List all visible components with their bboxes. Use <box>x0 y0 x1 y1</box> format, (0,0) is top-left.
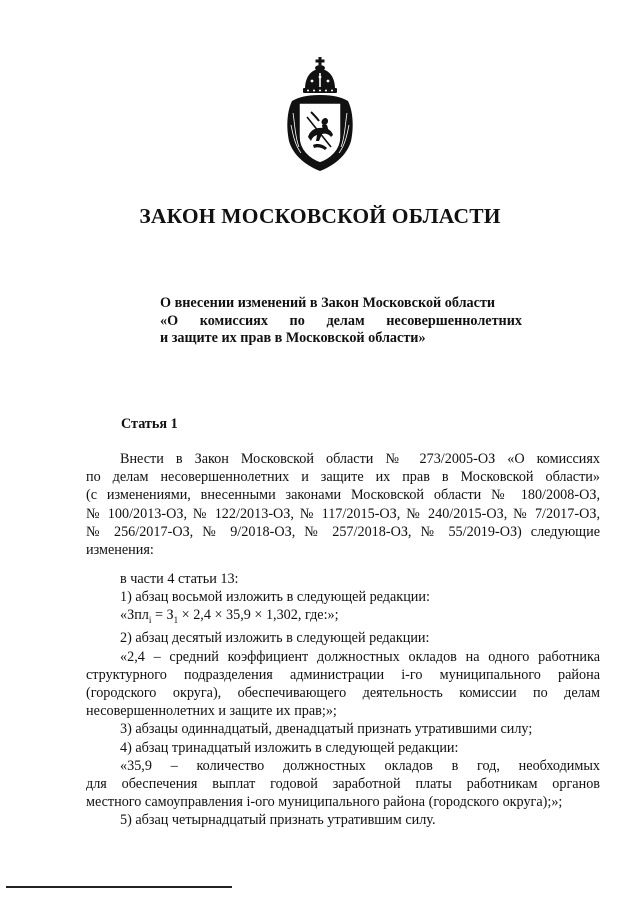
article-body <box>86 570 600 830</box>
formula-middle: = З <box>151 607 174 624</box>
law-subject <box>160 295 522 348</box>
moscow-oblast-coat-of-arms-icon <box>283 55 357 175</box>
formula-subscript: 1 <box>173 615 179 626</box>
subject-line: «О комиссиях по делам несовершеннолетних <box>160 312 522 329</box>
paragraph-line: изменения: <box>86 542 154 559</box>
body-line: 5) абзац четырнадцатый признать утратившим силу. <box>120 812 436 829</box>
paragraph-line: № 256/2017-ОЗ, № 9/2018-ОЗ, № 257/2018-ОЗ, № 55/2019-ОЗ) следующие <box>86 523 600 540</box>
paragraph-line: по делам несовершеннолетних и защите их прав в Московской области» <box>86 469 600 486</box>
body-line: 1) абзац восьмой изложить в следующей редакции: <box>120 589 430 606</box>
body-line: 4) абзац тринадцатый изложить в следующей редакции: <box>120 739 459 756</box>
body-line: «2,4 – средний коэффициент должностных окладов на одного работника <box>120 648 600 665</box>
body-line: местного самоуправления i-ого муниципального района (городского округа);»; <box>86 794 563 811</box>
body-line: несовершеннолетних и защите их прав;»; <box>86 703 337 720</box>
body-line: структурного подразделения администрации i-го муниципального района <box>86 666 600 683</box>
body-line: 2) абзац десятый изложить в следующей редакции: <box>120 630 430 647</box>
formula-subscript: i <box>148 615 152 626</box>
subject-line: О внесении изменений в Закон Московской области <box>160 295 496 311</box>
article-heading: Статья 1 <box>121 416 178 432</box>
formula-suffix: × 2,4 × 35,9 × 1,302, где:»; <box>178 607 339 624</box>
article-intro-paragraph <box>86 450 600 559</box>
formula-prefix: «Зпл <box>120 607 149 624</box>
law-title: ЗАКОН МОСКОВСКОЙ ОБЛАСТИ <box>139 204 501 228</box>
body-line: для обеспечения выплат годовой заработной платы работникам органов <box>86 776 600 793</box>
body-line: 3) абзацы одиннадцатый, двенадцатый признать утратившими силу; <box>120 721 533 738</box>
body-line: в части 4 статьи 13: <box>120 571 239 587</box>
body-line: (городского округа), обеспечивающего деятельность комиссии по делам <box>86 685 600 702</box>
paragraph-line: Внести в Закон Московской области № 273/2005-ОЗ «О комиссиях <box>120 451 600 467</box>
subject-line: и защите их прав в Московской области» <box>160 330 426 346</box>
formula-line <box>86 606 600 629</box>
bottom-divider <box>6 886 232 888</box>
paragraph-line: № 100/2013-ОЗ, № 122/2013-ОЗ, № 117/2015-ОЗ, № 240/2015-ОЗ, № 7/2017-ОЗ, <box>86 505 600 522</box>
body-line: «35,9 – количество должностных окладов в год, необходимых <box>120 757 600 774</box>
paragraph-line: (с изменениями, внесенными законами Московской области № 180/2008-ОЗ, <box>86 487 600 504</box>
